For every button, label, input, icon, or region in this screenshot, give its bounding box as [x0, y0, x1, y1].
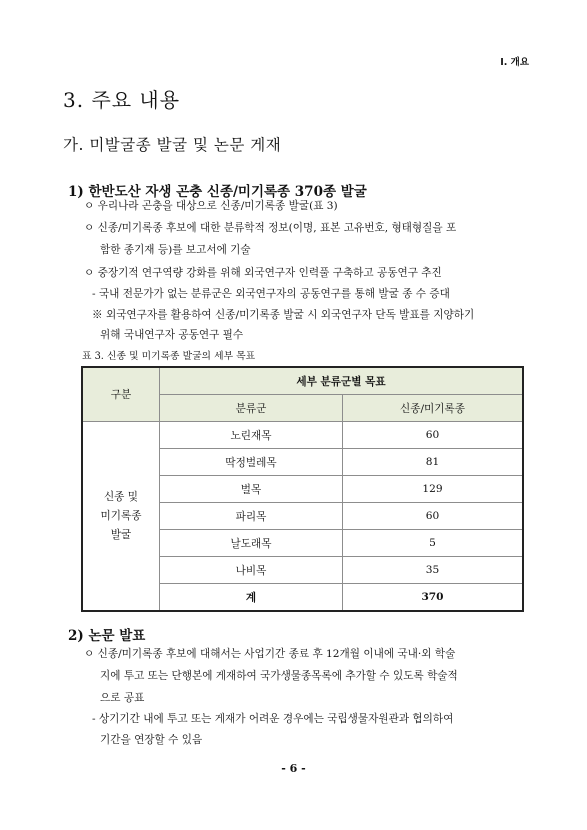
dash-line: - 상기기간 내에 투고 또는 게재가 어려운 경우에는 국립생물자원관과 협의하여 — [92, 713, 454, 725]
subsection-title: 가. 미발굴종 발굴 및 논문 게재 — [63, 136, 282, 154]
table-cell-count: 129 — [343, 476, 524, 503]
table-cell-count: 5 — [343, 530, 524, 557]
header-group: 구분 — [82, 367, 160, 422]
table-cell-group: 나비목 — [160, 557, 343, 584]
table-cell-count: 60 — [343, 503, 524, 530]
bullet-line: ㅇ 우리나라 곤충을 대상으로 신종/미기록종 발굴(표 3) — [84, 200, 338, 212]
note-line-cont: 위해 국내연구자 공동연구 필수 — [100, 329, 244, 341]
item-heading-1: 1) 한반도산 자생 곤충 신종/미기록종 370종 발굴 — [68, 184, 367, 200]
table-cell-count: 81 — [343, 449, 524, 476]
table-cell-group: 날도래목 — [160, 530, 343, 557]
note-line: ※ 외국연구자를 활용하여 신종/미기록종 발굴 시 외국연구자 단독 발표를 지양하기 — [92, 309, 475, 321]
header-col2: 신종/미기록종 — [343, 395, 524, 422]
header-col1: 분류군 — [160, 395, 343, 422]
table-caption: 표 3. 신종 및 미기록종 발굴의 세부 목표 — [82, 351, 256, 362]
table-cell-group: 벌목 — [160, 476, 343, 503]
table-cell-group: 딱정벌레목 — [160, 449, 343, 476]
bullet-line: ㅇ 신종/미기록종 후보에 대한 분류학적 정보(이명, 표본 고유번호, 형태형질을 포 — [84, 222, 457, 234]
table-cell-group: 노린재목 — [160, 422, 343, 449]
section-title: 3. 주요 내용 — [63, 88, 181, 112]
bullet-line: ㅇ 신종/미기록종 후보에 대해서는 사업기간 종료 후 12개월 이내에 국내·외 학술 — [84, 648, 456, 660]
bullet-line: ㅇ 중장기적 연구역량 강화를 위해 외국연구자 인력풀 구축하고 공동연구 추진 — [84, 267, 442, 279]
table-cell-group: 파리목 — [160, 503, 343, 530]
bullet-line-cont: 함한 종기재 등)를 보고서에 기술 — [100, 244, 251, 256]
item-heading-2: 2) 논문 발표 — [68, 628, 146, 644]
page-number: - 6 - — [281, 762, 306, 775]
total-label: 계 — [160, 584, 343, 612]
goals-table — [81, 366, 524, 612]
bullet-line-cont: 으로 공표 — [100, 692, 145, 704]
row-label: 신종 및 미기록종 발굴 — [82, 422, 160, 612]
table-cell-count: 60 — [343, 422, 524, 449]
dash-line-cont: 기간을 연장할 수 있음 — [100, 734, 203, 746]
dash-line: - 국내 전문가가 없는 분류군은 외국연구자의 공동연구를 통해 발굴 종 수 증대 — [92, 288, 450, 300]
table-cell-count: 35 — [343, 557, 524, 584]
header-span: 세부 분류군별 목표 — [160, 367, 524, 395]
running-header: I. 개요 — [500, 57, 529, 68]
total-value: 370 — [343, 584, 524, 612]
bullet-line-cont: 지에 투고 또는 단행본에 게재하여 국가생물종목록에 추가할 수 있도록 학술적 — [100, 670, 458, 682]
